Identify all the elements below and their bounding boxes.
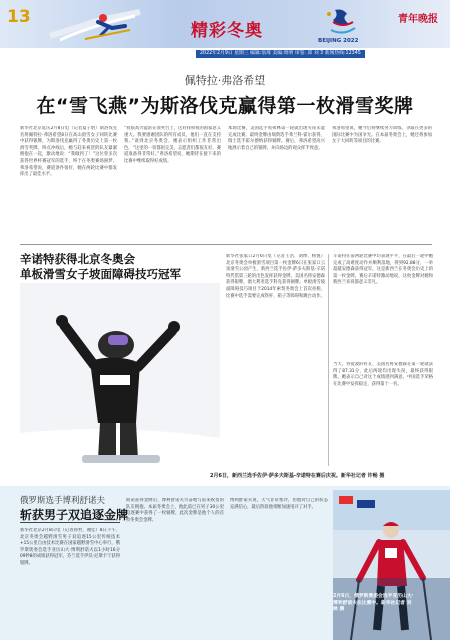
article2-title	[20, 252, 181, 282]
info-line: 2022年2月9日 星期三 编辑:翁琦 美编:周明 审签: 邱 刘 3 新闻热线:12345	[196, 50, 365, 58]
page-number: 13	[7, 7, 31, 27]
article1-pre-title: 佩特拉·弗洛希望	[184, 74, 266, 87]
skier-photo	[333, 490, 450, 640]
title-underline	[20, 522, 120, 523]
article3-column-2: 斯诺获得金牌后，博利舒诺夫兴奋地与前来祝贺的队友拥抱。本届冬奥会上，他此前已在男子30公里追逐赛中获得了一枚铜牌，此次金牌是他个人的首枚冬奥会金牌。	[126, 498, 224, 523]
page-header	[0, 0, 450, 48]
newspaper-name: 青年晚报	[398, 14, 438, 25]
olympic-logo-text: BEIJING 2022	[318, 38, 359, 44]
article1-column-3: 本场比赛，美国选手希弗林第一轮就出现失误未能完成比赛。最终金牌由瑞典选手弗兰科·霍尔获得，瑞士选手霍尔德纳获得铜牌。赛后，弗洛希望高兴地展示着自己的银牌，并向场边的观众挥手致意。	[228, 126, 325, 151]
snowboarder-photo	[20, 283, 220, 470]
article2-column-3: 当天，谷爱凌的好友、美国名将安德森在第一轮就获得了87.31分，此后两轮均出现失误，最终获得银牌。她表示自己对这个成绩感到满意。中国选手荣格在比赛中发挥稳定，获得第十一名。	[333, 362, 433, 387]
divider	[20, 244, 432, 245]
snowboarder-figure	[20, 283, 220, 470]
cross-country-skier-figure	[333, 490, 450, 640]
article3-pre-title: 俄罗斯选手博利舒诺夫	[20, 496, 106, 506]
article2-column-2: 辛诺特在前两轮比赛中均表现平平，在最后一轮中她完成了高难度动作并顺利落地，得到92.88分，一举超越安德森获得冠军。这是新西兰在冬奥会历史上的第一枚金牌。赛后辛诺特激动地说，这枚金牌对她和新西兰来说都意义非凡。	[333, 254, 433, 286]
section-title: 精彩冬奥	[191, 21, 263, 41]
beijing-2022-logo	[313, 6, 373, 42]
article3-column-3: 博利舒诺夫说，天气非常寒冷，但他对自己的状态充满信心，最后阶段他果断加速甩开了对手。	[230, 498, 328, 510]
article2-title-line2: 单板滑雪女子坡面障碍技巧冠军	[20, 267, 181, 281]
article1-title: 在“雪飞燕”为斯洛伐克赢得第一枚滑雪奖牌	[36, 95, 414, 117]
article3-title: 斩获男子双追逐金牌	[20, 508, 129, 522]
skier-illustration	[40, 6, 150, 46]
article3-column-1: 新华社北京2月8日电（记者孙哲、谢佳）8日下午，北京冬奥会越野滑雪男子双追逐15公里传统技术+15公里自由技术比赛在国家越野滑雪中心举行，俄罗斯奥委会选手亚历山大·博利舒诺夫以1小时16分09秒8的成绩获得冠军，芬兰选手伊沃·尼斯卡宁获得银牌。	[20, 528, 120, 566]
article2-column-1: 新华社张家口2月6日电（记者王浩、刘博、杨悦）北京冬奥会单板滑雪项目第一枚金牌6日在张家口云顶滑雪公园产生，新西兰选手佐伊·萨多夫斯基-辛诺特凭借第三轮的出色发挥获得金牌，美国名将安德森获得银牌，澳大利亚选手科克获得铜牌。单板滑雪坡面障碍技巧项目于2014年索契冬奥会上首次亮相，比赛中选手需要完成铁杆、箱子等障碍和跳台动作。	[226, 254, 325, 299]
article1-column-1: 新华社北京延庆2月8日电（记者夏子晗）斯洛伐克名将佩特拉·弗洛希望8日在高山滑雪女子回转比赛中获得银牌，为斯洛伐克赢得了冬奥历史上第一枚滑雪奖牌。终点冲线后，她与赶来祝贺的队友紧紧拥抱在一起，激动地说：“我做到了！”这位曾多次获得世界杯赛冠军的选手，终于在冬奥赛场圆梦。弗洛希望说，赛道条件很好，她在两轮比赛中都发挥出了最佳水平。	[20, 126, 117, 178]
article1-column-2: “我很高兴能站在领奖台上，这对我和我的国家意义重大。我要感谢团队的所有成员，他们一直在支持我。”谈到北京冬奥会，她表示组织工作非常出色，“这里的一切都很完美，志愿者们都很友好，赛道准备得非常好。”弗洛希望说，她期待在接下来的比赛中继续取得好成绩。	[124, 126, 221, 164]
article1-column-4: 弗洛希望说，她今后将继续努力训练，争取在更多的国际比赛中为国争光。在本届冬奥会上，她还将参加女子大回转等项目的比赛。	[332, 126, 432, 145]
column-divider	[328, 254, 329, 466]
article2-photo-caption: 2月6日，新西兰选手佐伊·萨多夫斯基-辛诺特在赛后庆祝。新华社记者 许畅 摄	[210, 473, 385, 479]
article3-photo-caption: 2月6日，俄罗斯奥委会选手亚历山大·博利舒诺夫在比赛中。新华社记者 刘续 摄	[333, 594, 414, 612]
article2-title-line1: 辛诺特获得北京冬奥会	[20, 252, 135, 266]
